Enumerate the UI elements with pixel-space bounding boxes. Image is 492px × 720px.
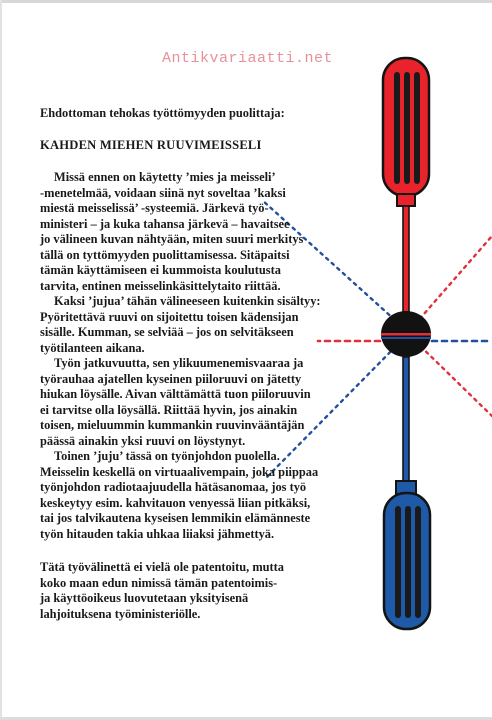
text-line: Työn jatkuvuutta, sen ylikuumenemisvaaraa ja	[54, 356, 304, 370]
text-line: jo välineen kuvan nähtyään, miten suuri merkitys	[40, 232, 304, 246]
text-line: Missä ennen on käytetty ’mies ja meisseli’	[54, 170, 276, 184]
blue-shaft	[403, 357, 409, 482]
text-line: keskeytyy esim. kahvitauon venyessä liian pitkäksi,	[40, 495, 311, 510]
text-line: ei tarvitse olla löysällä. Riittää hyvin, jos ainakin	[40, 402, 298, 417]
paragraph-3	[40, 356, 360, 449]
text-line: Toinen ’juju’ tässä on työnjohdon puolella.	[54, 449, 280, 463]
text-line: tämän käyttämiseen ei kummoista koulutusta	[40, 263, 281, 277]
text-line: sisälle. Kumman, se selviää – jos on selvitäkseen	[40, 325, 294, 339]
ray-upper-right	[410, 236, 492, 330]
red-shaft	[403, 206, 409, 312]
text-line: Pyöritettävä ruuvi on sijoitettu toisen kädensijan	[40, 309, 299, 324]
text-line: hiukan löysälle. Aivan välttämättä tuon piiloruuvin	[40, 387, 311, 401]
text-line: miestä meisselissä’ -systeemiä. Järkevä työ-	[40, 201, 269, 215]
text-line: tarvita, entinen meisselinkäsittelytaito riittää.	[40, 278, 281, 293]
text-line: koko maan edun nimissä tämän patentoimis-	[40, 575, 278, 590]
paragraph-4	[40, 449, 360, 542]
text-line: ja käyttöoikeus luovutetaan yksityisenä	[40, 591, 249, 605]
text-line: työn hitauden takia uhkaa liiaksi jähmettyä.	[40, 526, 275, 541]
text-line: -menetelmää, voidaan siinä nyt soveltaa ’kaksi	[40, 185, 286, 200]
article-title: KAHDEN MIEHEN RUUVIMEISSELI	[40, 137, 262, 152]
red-handle	[383, 58, 429, 206]
text-line: Kaksi ’jujua’ tähän välineeseen kuitenkin sisältyy:	[54, 294, 321, 308]
text-line: ministeri – ja kuka tahansa järkevä – havaitsee	[40, 216, 290, 231]
text-line: Meisselin keskellä on virtuaalivempain, joka piippaa	[40, 464, 319, 479]
text-line: päässä ainakin yksi ruuvi on löystynyt.	[40, 433, 246, 448]
article-text	[40, 106, 360, 622]
text-line: toisen, mieluummin kummankin ruuvinvääntäjän	[40, 418, 305, 432]
closing-paragraph	[40, 560, 360, 622]
text-line: työnjohdon radiotaajuudella hätäsanomaa, jos työ	[40, 480, 307, 494]
intro-line: Ehdottoman tehokas työttömyyden puolittaja:	[40, 106, 285, 120]
text-line: työtilanteen aikana.	[40, 340, 145, 355]
text-line: Tätä työvälinettä ei vielä ole patentoitu, mutta	[40, 560, 284, 574]
text-line: tai jos talvikautena kyseisen lemmikin elämänneste	[40, 511, 311, 525]
paragraph-2	[40, 294, 360, 356]
central-hub	[381, 311, 431, 357]
text-line: lahjoituksena työministeriölle.	[40, 606, 201, 621]
paragraph-1	[40, 170, 360, 294]
blue-handle	[384, 481, 430, 629]
text-line: tällä on tyttömyyden puolittamisessa. Sitäpaitsi	[40, 247, 290, 262]
text-line: työrauhaa ajatellen kyseinen piiloruuvi on jätetty	[40, 371, 302, 386]
watermark-text: Antikvariaatti.net	[162, 50, 334, 67]
